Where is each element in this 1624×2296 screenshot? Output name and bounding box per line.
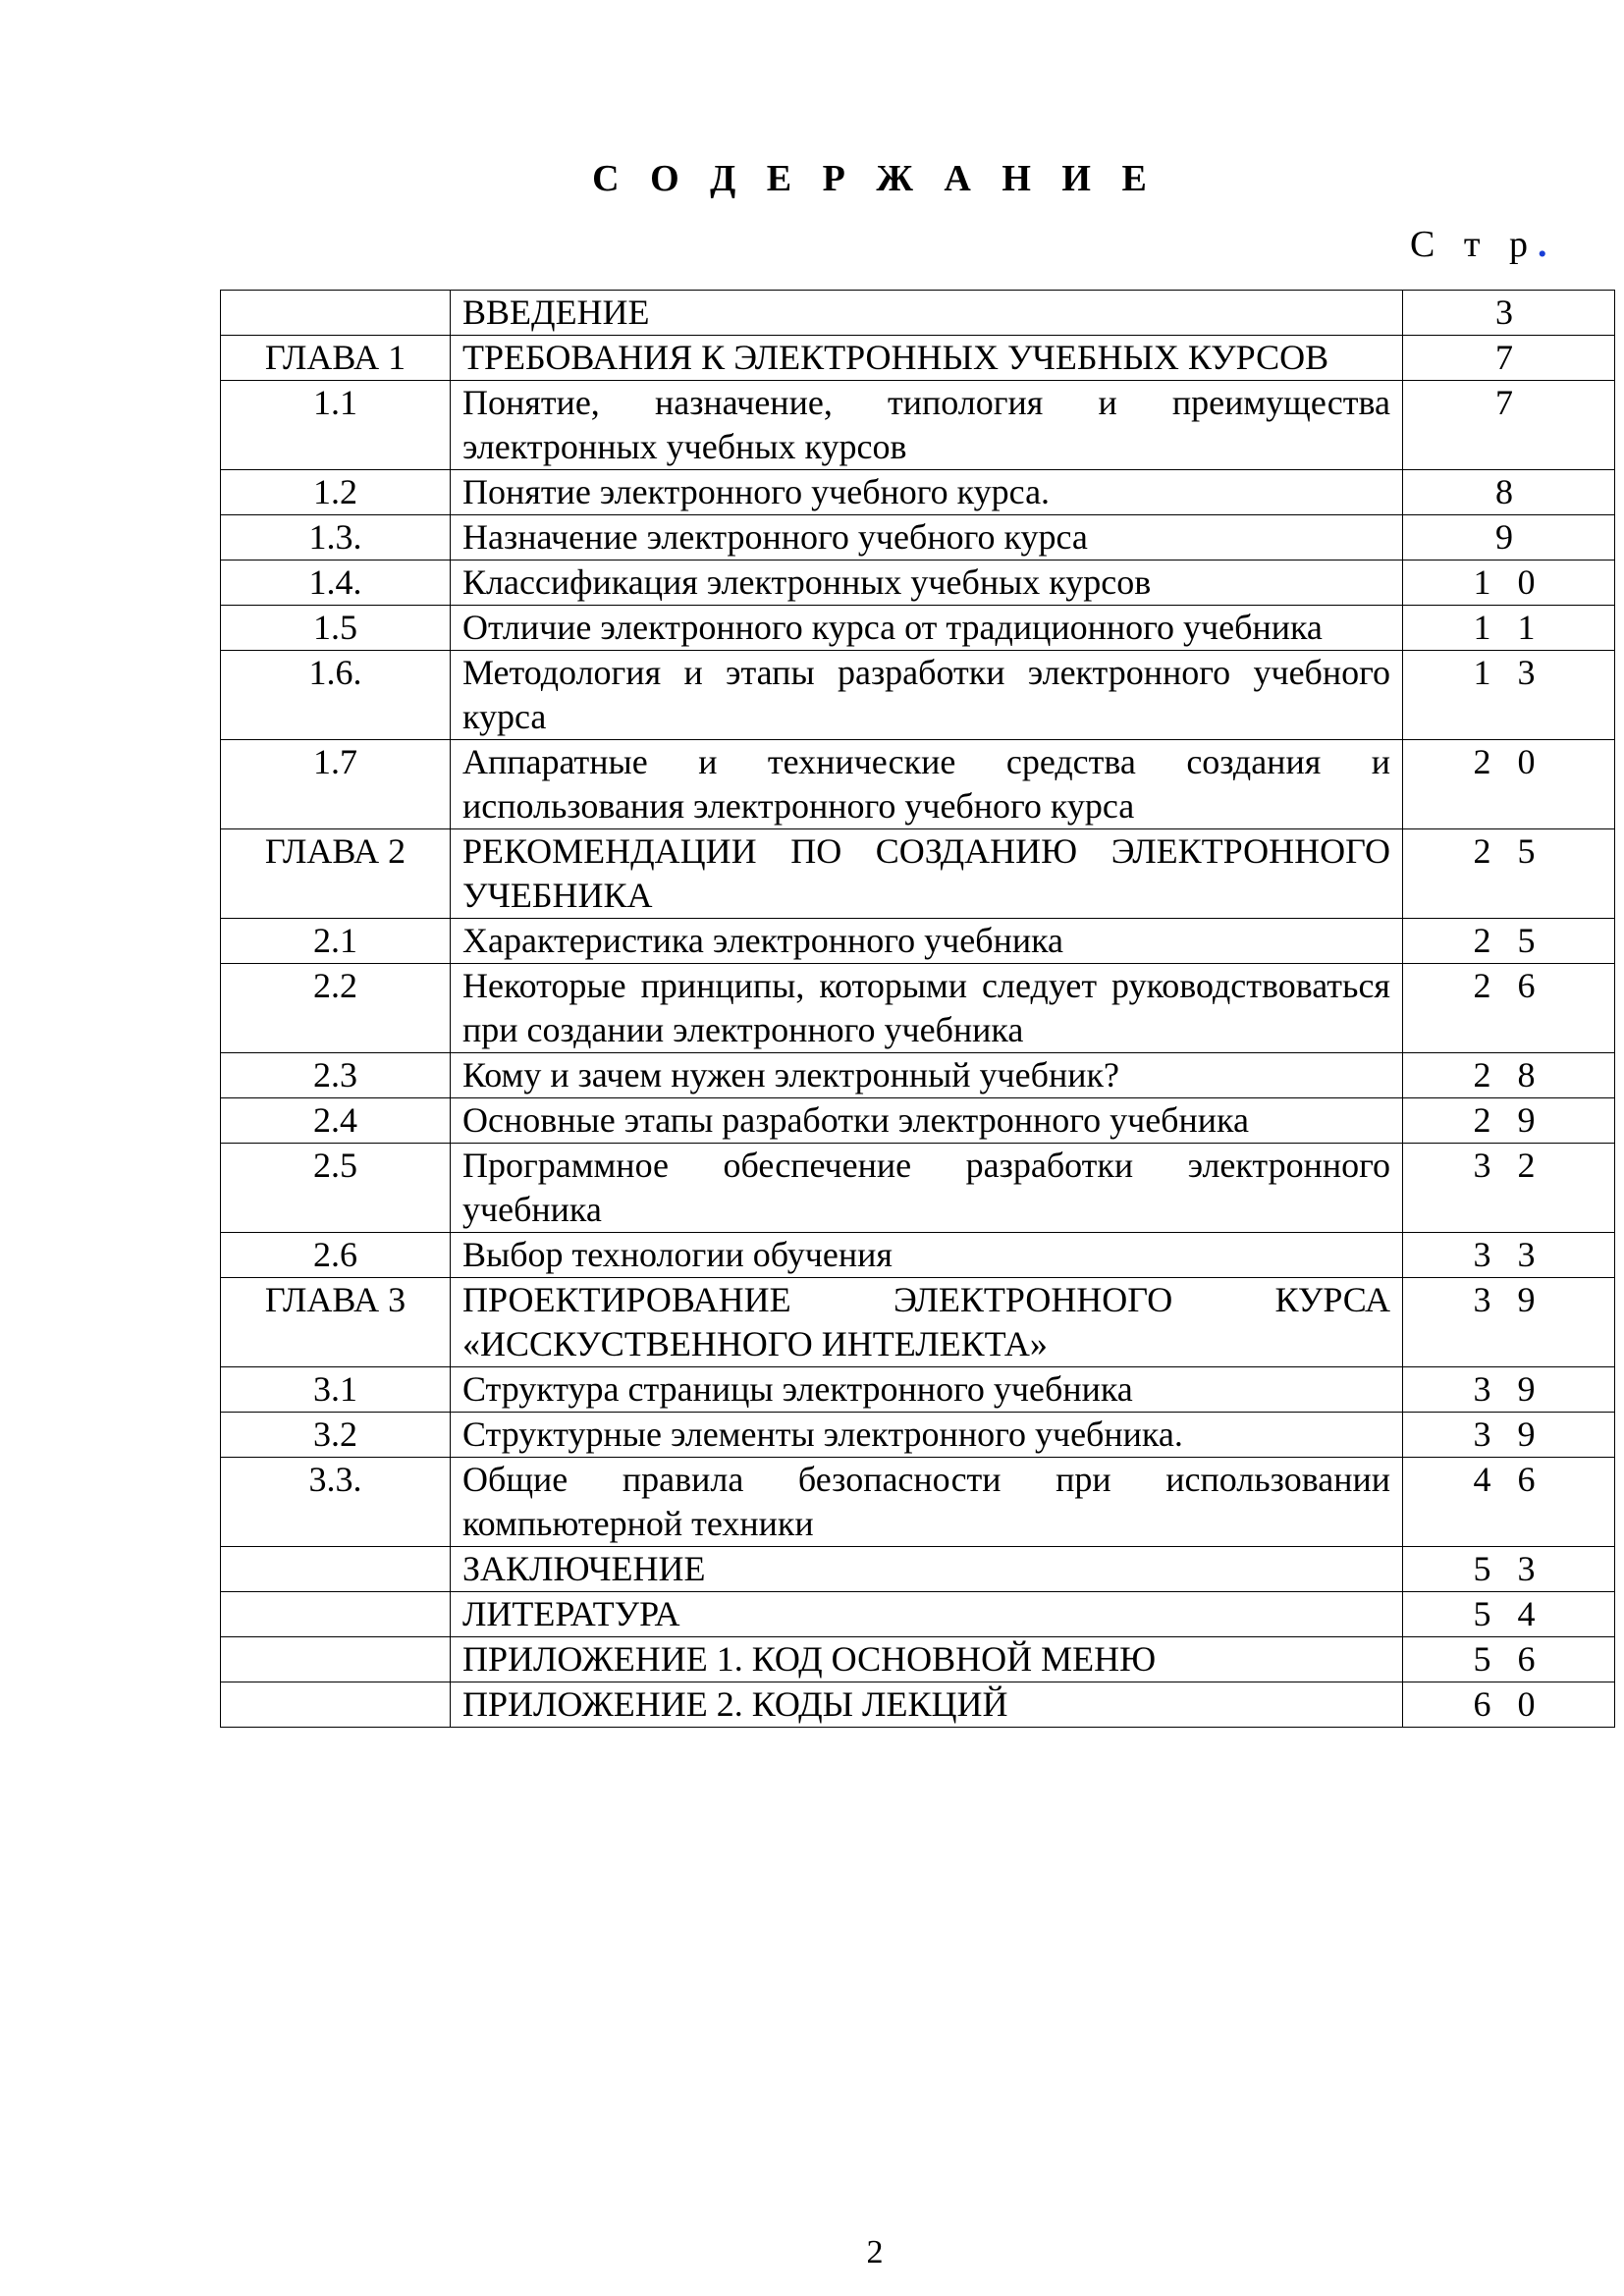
toc-row bbox=[221, 651, 1615, 740]
toc-row bbox=[221, 1053, 1615, 1098]
toc-section-number: ГЛАВА 2 bbox=[221, 829, 451, 919]
toc-section-title: ПРИЛОЖЕНИЕ 2. КОДЫ ЛЕКЦИЙ bbox=[451, 1682, 1403, 1728]
toc-section-title: Кому и зачем нужен электронный учебник? bbox=[451, 1053, 1403, 1098]
toc-section-number: 3.1 bbox=[221, 1367, 451, 1413]
toc-page-number: 2 9 bbox=[1403, 1098, 1615, 1144]
toc-section-number: 3.2 bbox=[221, 1413, 451, 1458]
toc-section-number: 1.3. bbox=[221, 515, 451, 561]
toc-row bbox=[221, 561, 1615, 606]
toc-row bbox=[221, 919, 1615, 964]
toc-row bbox=[221, 740, 1615, 829]
toc-row bbox=[221, 1458, 1615, 1547]
toc-section-title: Программное обеспечение разработки электронного учебника bbox=[451, 1144, 1403, 1233]
toc-row bbox=[221, 1547, 1615, 1592]
toc-row bbox=[221, 336, 1615, 381]
toc-section-title: Некоторые принципы, которыми следует руководствоваться при создании электронного учебника bbox=[451, 964, 1403, 1053]
toc-row bbox=[221, 1098, 1615, 1144]
toc-section-title: Общие правила безопасности при использовании компьютерной техники bbox=[451, 1458, 1403, 1547]
toc-body bbox=[221, 291, 1615, 1728]
toc-page-number: 5 3 bbox=[1403, 1547, 1615, 1592]
toc-row bbox=[221, 606, 1615, 651]
toc-page-number: 1 1 bbox=[1403, 606, 1615, 651]
toc-page-number: 1 0 bbox=[1403, 561, 1615, 606]
toc-section-number: 1.1 bbox=[221, 381, 451, 470]
toc-section-number: 1.2 bbox=[221, 470, 451, 515]
page-column-label-dot: . bbox=[1537, 224, 1547, 265]
toc-section-number bbox=[221, 1682, 451, 1728]
toc-section-title: Структурные элементы электронного учебника. bbox=[451, 1413, 1403, 1458]
toc-page-number: 7 bbox=[1403, 381, 1615, 470]
toc-page-number: 7 bbox=[1403, 336, 1615, 381]
toc-section-title: ВВЕДЕНИЕ bbox=[451, 291, 1403, 336]
toc-page-number: 2 6 bbox=[1403, 964, 1615, 1053]
toc-row bbox=[221, 1592, 1615, 1637]
toc-section-title: Выбор технологии обучения bbox=[451, 1233, 1403, 1278]
toc-row bbox=[221, 470, 1615, 515]
toc-row bbox=[221, 964, 1615, 1053]
toc-section-title: Назначение электронного учебного курса bbox=[451, 515, 1403, 561]
toc-page-number: 2 0 bbox=[1403, 740, 1615, 829]
toc-section-number bbox=[221, 1547, 451, 1592]
toc-row bbox=[221, 829, 1615, 919]
toc-row bbox=[221, 1278, 1615, 1367]
toc-page-number: 8 bbox=[1403, 470, 1615, 515]
toc-row bbox=[221, 1413, 1615, 1458]
toc-section-number bbox=[221, 1592, 451, 1637]
toc-page-number: 5 6 bbox=[1403, 1637, 1615, 1682]
toc-row bbox=[221, 1367, 1615, 1413]
toc-page-number: 3 bbox=[1403, 291, 1615, 336]
toc-page-number: 5 4 bbox=[1403, 1592, 1615, 1637]
toc-section-number: 1.5 bbox=[221, 606, 451, 651]
toc-page-number: 3 3 bbox=[1403, 1233, 1615, 1278]
toc-page-number: 1 3 bbox=[1403, 651, 1615, 740]
toc-row bbox=[221, 1144, 1615, 1233]
toc-page-number: 2 5 bbox=[1403, 919, 1615, 964]
toc-section-title: Классификация электронных учебных курсов bbox=[451, 561, 1403, 606]
toc-section-number: ГЛАВА 3 bbox=[221, 1278, 451, 1367]
toc-section-number: 2.5 bbox=[221, 1144, 451, 1233]
toc-section-title: Отличие электронного курса от традиционного учебника bbox=[451, 606, 1403, 651]
toc-page-number: 3 9 bbox=[1403, 1413, 1615, 1458]
toc-section-number: 2.6 bbox=[221, 1233, 451, 1278]
toc-row bbox=[221, 1682, 1615, 1728]
page-number: 2 bbox=[866, 2234, 884, 2270]
toc-section-title: ЗАКЛЮЧЕНИЕ bbox=[451, 1547, 1403, 1592]
toc-section-title: ЛИТЕРАТУРА bbox=[451, 1592, 1403, 1637]
toc-section-number: 2.3 bbox=[221, 1053, 451, 1098]
table-of-contents bbox=[220, 290, 1615, 1728]
toc-section-number: 1.7 bbox=[221, 740, 451, 829]
toc-page-number: 9 bbox=[1403, 515, 1615, 561]
page-title: С О Д Е Р Ж А Н И Е bbox=[592, 158, 1158, 199]
toc-section-title: Структура страницы электронного учебника bbox=[451, 1367, 1403, 1413]
toc-section-number bbox=[221, 291, 451, 336]
toc-section-number: 1.4. bbox=[221, 561, 451, 606]
toc-row bbox=[221, 1637, 1615, 1682]
toc-section-title: ПРОЕКТИРОВАНИЕ ЭЛЕКТРОННОГО КУРСА «ИССКУСТВЕННОГО ИНТЕЛЕКТА» bbox=[451, 1278, 1403, 1367]
toc-section-title: ТРЕБОВАНИЯ К ЭЛЕКТРОННЫХ УЧЕБНЫХ КУРСОВ bbox=[451, 336, 1403, 381]
toc-page-number: 6 0 bbox=[1403, 1682, 1615, 1728]
page-column-label bbox=[1410, 221, 1546, 268]
toc-section-number: 2.2 bbox=[221, 964, 451, 1053]
toc-row bbox=[221, 381, 1615, 470]
toc-section-title: ПРИЛОЖЕНИЕ 1. КОД ОСНОВНОЙ МЕНЮ bbox=[451, 1637, 1403, 1682]
toc-page-number: 4 6 bbox=[1403, 1458, 1615, 1547]
toc-section-number: ГЛАВА 1 bbox=[221, 336, 451, 381]
toc-page-number: 2 8 bbox=[1403, 1053, 1615, 1098]
toc-section-title: РЕКОМЕНДАЦИИ ПО СОЗДАНИЮ ЭЛЕКТРОННОГО УЧЕБНИКА bbox=[451, 829, 1403, 919]
toc-row bbox=[221, 515, 1615, 561]
toc-section-title: Понятие, назначение, типология и преимущества электронных учебных курсов bbox=[451, 381, 1403, 470]
toc-section-number: 2.1 bbox=[221, 919, 451, 964]
toc-section-title: Характеристика электронного учебника bbox=[451, 919, 1403, 964]
toc-section-number bbox=[221, 1637, 451, 1682]
toc-section-title: Аппаратные и технические средства создания и использования электронного учебного курса bbox=[451, 740, 1403, 829]
toc-section-title: Основные этапы разработки электронного учебника bbox=[451, 1098, 1403, 1144]
toc-section-number: 3.3. bbox=[221, 1458, 451, 1547]
toc-row bbox=[221, 1233, 1615, 1278]
toc-page-number: 2 5 bbox=[1403, 829, 1615, 919]
toc-section-number: 2.4 bbox=[221, 1098, 451, 1144]
toc-page-number: 3 2 bbox=[1403, 1144, 1615, 1233]
toc-row bbox=[221, 291, 1615, 336]
toc-page-number: 3 9 bbox=[1403, 1278, 1615, 1367]
page-column-label-text: С т р bbox=[1410, 224, 1538, 265]
toc-section-number: 1.6. bbox=[221, 651, 451, 740]
toc-section-title: Понятие электронного учебного курса. bbox=[451, 470, 1403, 515]
toc-section-title: Методология и этапы разработки электронного учебного курса bbox=[451, 651, 1403, 740]
toc-page-number: 3 9 bbox=[1403, 1367, 1615, 1413]
